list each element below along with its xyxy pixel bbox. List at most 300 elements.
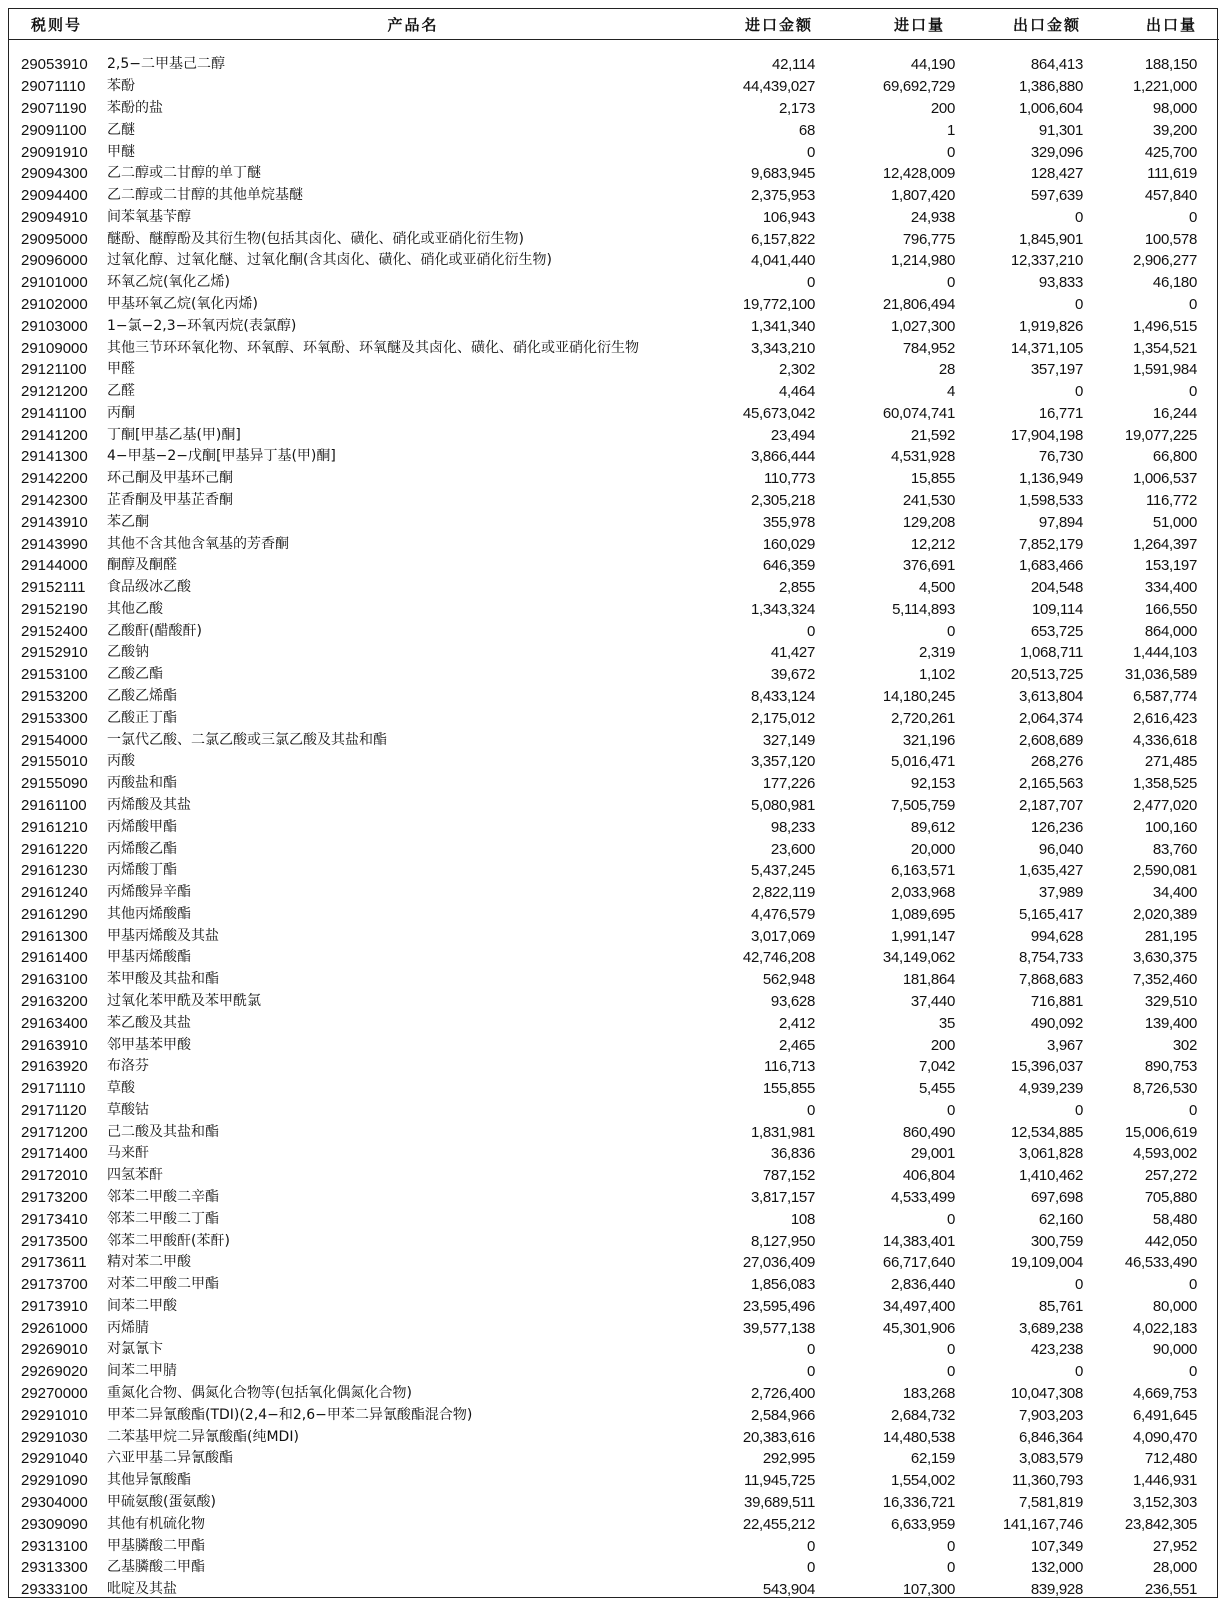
export-quantity-cell: 1,006,537: [1132, 470, 1197, 488]
tariff-code-cell: 29101000: [21, 274, 88, 292]
import-value-cell: 23,494: [770, 426, 815, 444]
export-quantity-cell: 16,244: [1152, 404, 1197, 422]
table-row: [9, 1165, 1219, 1187]
product-name-cell: 草酸: [107, 1080, 135, 1097]
export-value-cell: 329,096: [1030, 143, 1083, 161]
product-name-cell: 己二酸及其盐和酯: [107, 1123, 219, 1140]
product-name-cell: 2,5−二甲基己二醇: [107, 56, 225, 73]
import-quantity-cell: 406,804: [902, 1167, 955, 1185]
tariff-code-cell: 29291040: [21, 1450, 88, 1468]
table-row: [9, 272, 1219, 294]
export-quantity-cell: 8,726,530: [1132, 1080, 1197, 1098]
import-quantity-cell: 1: [946, 121, 955, 139]
import-quantity-cell: 129,208: [902, 513, 955, 531]
header-export-quantity: 出口量: [1103, 9, 1219, 40]
tariff-code-cell: 29163400: [21, 1014, 88, 1032]
export-value-cell: 1,683,466: [1018, 557, 1083, 575]
export-quantity-cell: 1,591,984: [1132, 361, 1197, 379]
tariff-code-cell: 29071110: [21, 78, 86, 96]
export-value-cell: 20,513,725: [1010, 666, 1083, 684]
table-row: [9, 1383, 1219, 1405]
import-value-cell: 646,359: [762, 557, 815, 575]
export-quantity-cell: 46,533,490: [1124, 1254, 1197, 1272]
tariff-code-cell: 29161210: [21, 818, 88, 836]
export-quantity-cell: 100,160: [1144, 818, 1197, 836]
import-value-cell: 787,152: [762, 1167, 815, 1185]
tariff-code-cell: 29309090: [21, 1515, 88, 1533]
tariff-code-cell: 29261000: [21, 1319, 88, 1337]
table-row: [9, 577, 1219, 599]
table-row: [9, 729, 1219, 751]
tariff-code-cell: 29152910: [21, 644, 88, 662]
tariff-code-cell: 29142300: [21, 492, 88, 510]
import-quantity-cell: 5,016,471: [890, 753, 955, 771]
table-row: [9, 1056, 1219, 1078]
import-value-cell: 8,127,950: [750, 1232, 815, 1250]
export-value-cell: 0: [1074, 208, 1083, 226]
export-quantity-cell: 271,485: [1144, 753, 1197, 771]
export-quantity-cell: 1,221,000: [1132, 78, 1197, 96]
import-value-cell: 39,577,138: [742, 1319, 815, 1337]
product-name-cell: 乙酸乙酯: [107, 666, 163, 683]
export-value-cell: 0: [1074, 1363, 1083, 1381]
table-row: [9, 1252, 1219, 1274]
import-value-cell: 2,726,400: [750, 1385, 815, 1403]
export-quantity-cell: 100,578: [1144, 230, 1197, 248]
export-value-cell: 3,967: [1046, 1036, 1083, 1054]
tariff-code-cell: 29161100: [21, 796, 87, 814]
tariff-code-cell: 29269010: [21, 1341, 88, 1359]
tariff-code-cell: 29141100: [21, 404, 87, 422]
product-name-cell: 间苯二甲酸: [107, 1297, 177, 1314]
export-value-cell: 19,109,004: [1010, 1254, 1083, 1272]
table-row: [9, 642, 1219, 664]
import-quantity-cell: 44,190: [910, 56, 955, 74]
export-value-cell: 17,904,198: [1010, 426, 1083, 444]
product-name-cell: 甲基环氧乙烷(氧化丙烯): [107, 295, 258, 312]
table-row: [9, 381, 1219, 403]
import-value-cell: 108: [790, 1210, 815, 1228]
export-value-cell: 357,197: [1030, 361, 1083, 379]
import-value-cell: 1,341,340: [750, 317, 815, 335]
export-quantity-cell: 257,272: [1144, 1167, 1197, 1185]
header-import-value: 进口金额: [719, 9, 835, 40]
export-value-cell: 97,894: [1038, 513, 1083, 531]
export-quantity-cell: 6,587,774: [1132, 688, 1197, 706]
product-name-cell: 丁酮[甲基乙基(甲)酮]: [107, 426, 241, 443]
header-product-name: 产品名: [107, 9, 719, 40]
import-value-cell: 19,772,100: [742, 295, 815, 313]
export-value-cell: 7,868,683: [1018, 971, 1083, 989]
export-value-cell: 109,114: [1031, 600, 1083, 618]
export-quantity-cell: 0: [1188, 1276, 1197, 1294]
export-value-cell: 0: [1074, 1101, 1083, 1119]
export-quantity-cell: 1,496,515: [1132, 317, 1197, 335]
tariff-code-cell: 29161240: [21, 884, 88, 902]
tariff-code-cell: 29173700: [21, 1276, 88, 1294]
tariff-code-cell: 29096000: [21, 252, 88, 270]
import-quantity-cell: 0: [946, 274, 955, 292]
import-quantity-cell: 183,268: [902, 1385, 955, 1403]
import-value-cell: 27,036,409: [742, 1254, 815, 1272]
table-row: [9, 185, 1219, 207]
export-value-cell: 3,061,828: [1018, 1145, 1083, 1163]
export-quantity-cell: 334,400: [1144, 579, 1197, 597]
export-value-cell: 204,548: [1030, 579, 1083, 597]
import-value-cell: 2,822,119: [752, 884, 815, 902]
import-quantity-cell: 376,691: [902, 557, 955, 575]
product-name-cell: 其他三节环环氧化物、环氧醇、环氧酚、环氧醚及其卤化、磺化、硝化或亚硝化衍生物: [107, 339, 639, 356]
export-quantity-cell: 1,446,931: [1132, 1472, 1197, 1490]
export-quantity-cell: 0: [1188, 1101, 1197, 1119]
table-row: [9, 620, 1219, 642]
tariff-code-cell: 29173500: [21, 1232, 88, 1250]
table-row: [9, 1143, 1219, 1165]
export-quantity-cell: 34,400: [1152, 884, 1197, 902]
export-quantity-cell: 0: [1188, 383, 1197, 401]
tariff-code-cell: 29091100: [21, 121, 87, 139]
export-quantity-cell: 2,590,081: [1132, 862, 1197, 880]
export-quantity-cell: 51,000: [1152, 513, 1197, 531]
export-quantity-cell: 442,050: [1144, 1232, 1197, 1250]
product-name-cell: 甲基丙烯酸及其盐: [107, 927, 219, 944]
product-name-cell: 邻甲基苯甲酸: [107, 1036, 191, 1053]
tariff-code-cell: 29172010: [21, 1167, 88, 1185]
tariff-code-cell: 29154000: [21, 731, 88, 749]
import-value-cell: 98,233: [770, 818, 815, 836]
import-quantity-cell: 37,440: [910, 992, 955, 1010]
tariff-code-cell: 29141200: [21, 426, 88, 444]
table-row: [9, 1121, 1219, 1143]
product-name-cell: 环氧乙烷(氧化乙烯): [107, 274, 230, 291]
export-value-cell: 7,581,819: [1018, 1493, 1083, 1511]
table-row: [9, 511, 1219, 533]
tariff-code-cell: 29143990: [21, 535, 88, 553]
table-row: [9, 337, 1219, 359]
import-quantity-cell: 45,301,906: [882, 1319, 955, 1337]
export-quantity-cell: 23,842,305: [1124, 1515, 1197, 1533]
export-quantity-cell: 0: [1188, 295, 1197, 313]
import-value-cell: 327,149: [762, 731, 815, 749]
tariff-code-cell: 29152111: [21, 579, 86, 597]
import-quantity-cell: 6,163,571: [890, 862, 955, 880]
tariff-code-cell: 29173200: [21, 1189, 88, 1207]
import-quantity-cell: 24,938: [910, 208, 955, 226]
tariff-code-cell: 29291030: [21, 1428, 88, 1446]
export-value-cell: 4,939,239: [1018, 1080, 1083, 1098]
import-value-cell: 5,080,981: [750, 796, 815, 814]
export-value-cell: 1,598,533: [1018, 492, 1083, 510]
table-header: [9, 9, 1219, 40]
table-row: [9, 1470, 1219, 1492]
product-name-cell: 丙酮: [107, 404, 135, 421]
export-quantity-cell: 4,090,470: [1132, 1428, 1197, 1446]
product-name-cell: 邻苯二甲酸酐(苯酐): [107, 1232, 230, 1249]
export-value-cell: 0: [1074, 295, 1083, 313]
tariff-code-cell: 29171120: [21, 1101, 87, 1119]
export-value-cell: 653,725: [1030, 622, 1083, 640]
export-quantity-cell: 0: [1188, 208, 1197, 226]
export-value-cell: 2,064,374: [1018, 709, 1083, 727]
export-quantity-cell: 4,593,002: [1132, 1145, 1197, 1163]
table-row: [9, 969, 1219, 991]
product-name-cell: 乙基膦酸二甲酯: [107, 1559, 205, 1576]
tariff-code-cell: 29109000: [21, 339, 88, 357]
export-quantity-cell: 139,400: [1144, 1014, 1197, 1032]
header-export-value: 出口金额: [975, 9, 1103, 40]
export-quantity-cell: 2,477,020: [1132, 796, 1197, 814]
import-quantity-cell: 321,196: [902, 731, 955, 749]
tariff-code-cell: 29161220: [21, 840, 88, 858]
product-name-cell: 甲基丙烯酸酯: [107, 949, 191, 966]
import-quantity-cell: 92,153: [910, 775, 955, 793]
tariff-code-cell: 29171110: [21, 1080, 86, 1098]
tariff-code-cell: 29161400: [21, 949, 88, 967]
table-row: [9, 54, 1219, 76]
tariff-code-cell: 29291090: [21, 1472, 88, 1490]
import-value-cell: 2,305,218: [750, 492, 815, 510]
import-value-cell: 4,041,440: [750, 252, 815, 270]
tariff-code-cell: 29121200: [21, 383, 88, 401]
table-row: [9, 1208, 1219, 1230]
export-value-cell: 7,852,179: [1018, 535, 1083, 553]
product-name-cell: 乙二醇或二甘醇的其他单烷基醚: [107, 187, 303, 204]
import-value-cell: 2,465: [778, 1036, 815, 1054]
import-quantity-cell: 7,505,759: [890, 796, 955, 814]
import-quantity-cell: 66,717,640: [882, 1254, 955, 1272]
export-quantity-cell: 1,264,397: [1132, 535, 1197, 553]
import-quantity-cell: 21,806,494: [882, 295, 955, 313]
import-value-cell: 160,029: [762, 535, 815, 553]
import-value-cell: 0: [806, 274, 815, 292]
import-quantity-cell: 2,033,968: [890, 884, 955, 902]
export-value-cell: 5,165,417: [1018, 905, 1083, 923]
tariff-code-cell: 29102000: [21, 295, 88, 313]
product-name-cell: 过氧化苯甲酰及苯甲酰氯: [107, 992, 261, 1009]
import-quantity-cell: 2,319: [918, 644, 955, 662]
table-row: [9, 76, 1219, 98]
table-row: [9, 1513, 1219, 1535]
product-name-cell: 苯甲酸及其盐和酯: [107, 971, 219, 988]
import-quantity-cell: 34,149,062: [882, 949, 955, 967]
product-name-cell: 布洛芬: [107, 1058, 149, 1075]
export-quantity-cell: 425,700: [1144, 143, 1197, 161]
product-name-cell: 邻苯二甲酸二辛酯: [107, 1189, 219, 1206]
table-row: [9, 1361, 1219, 1383]
import-quantity-cell: 60,074,741: [882, 404, 955, 422]
export-value-cell: 1,006,604: [1018, 99, 1083, 117]
product-name-cell: 苯酚: [107, 78, 135, 95]
tariff-code-cell: 29141300: [21, 448, 88, 466]
import-quantity-cell: 0: [946, 1363, 955, 1381]
export-value-cell: 8,754,733: [1018, 949, 1083, 967]
tariff-code-cell: 29161230: [21, 862, 88, 880]
product-name-cell: 甲苯二异氰酸酯(TDI)(2,4−和2,6−甲苯二异氰酸酯混合物): [107, 1406, 473, 1423]
export-value-cell: 1,068,711: [1020, 644, 1083, 662]
table-row: [9, 250, 1219, 272]
export-quantity-cell: 3,152,303: [1132, 1493, 1197, 1511]
tariff-code-cell: 29153200: [21, 688, 88, 706]
product-name-cell: 其他有机硫化物: [107, 1515, 205, 1532]
import-value-cell: 292,995: [762, 1450, 815, 1468]
export-quantity-cell: 27,952: [1152, 1537, 1197, 1555]
table-row: [9, 1404, 1219, 1426]
export-quantity-cell: 83,760: [1152, 840, 1197, 858]
product-name-cell: 二苯基甲烷二异氰酸酯(纯MDI): [107, 1428, 299, 1445]
import-value-cell: 3,817,157: [750, 1189, 815, 1207]
export-quantity-cell: 90,000: [1152, 1341, 1197, 1359]
table-row: [9, 773, 1219, 795]
export-value-cell: 1,410,462: [1018, 1167, 1083, 1185]
table-row: [9, 1535, 1219, 1557]
tariff-code-cell: 29155010: [21, 753, 88, 771]
import-value-cell: 0: [806, 1101, 815, 1119]
product-name-cell: 芷香酮及甲基芷香酮: [107, 492, 233, 509]
export-quantity-cell: 15,006,619: [1124, 1123, 1197, 1141]
export-quantity-cell: 2,020,389: [1132, 905, 1197, 923]
export-value-cell: 1,386,880: [1018, 78, 1083, 96]
product-name-cell: 乙酸钠: [107, 644, 149, 661]
import-quantity-cell: 89,612: [910, 818, 955, 836]
table-row: [9, 1492, 1219, 1514]
import-quantity-cell: 0: [946, 143, 955, 161]
product-name-cell: 草酸钴: [107, 1101, 149, 1118]
table-row: [9, 98, 1219, 120]
import-quantity-cell: 0: [946, 1341, 955, 1359]
trade-table-sheet: [8, 8, 1218, 1598]
table-row: [9, 947, 1219, 969]
tariff-code-cell: 29163200: [21, 992, 88, 1010]
export-value-cell: 14,371,105: [1010, 339, 1083, 357]
table-row: [9, 1230, 1219, 1252]
header-import-quantity: 进口量: [835, 9, 975, 40]
table-row: [9, 533, 1219, 555]
table-row: [9, 1187, 1219, 1209]
export-value-cell: 1,136,949: [1018, 470, 1083, 488]
product-name-cell: 丙酸盐和酯: [107, 775, 177, 792]
product-name-cell: 苯乙酮: [107, 513, 149, 530]
product-name-cell: 六亚甲基二异氰酸酯: [107, 1450, 233, 1467]
product-name-cell: 丙烯酸丁酯: [107, 862, 177, 879]
import-value-cell: 0: [806, 143, 815, 161]
export-quantity-cell: 1,354,521: [1132, 339, 1197, 357]
product-name-cell: 苯酚的盐: [107, 99, 163, 116]
tariff-code-cell: 29171400: [21, 1145, 88, 1163]
product-name-cell: 其他不含其他含氧基的芳香酮: [107, 535, 289, 552]
import-quantity-cell: 107,300: [902, 1581, 955, 1599]
import-value-cell: 3,017,069: [750, 927, 815, 945]
export-value-cell: 16,771: [1038, 404, 1083, 422]
export-quantity-cell: 1,358,525: [1132, 775, 1197, 793]
import-value-cell: 23,600: [770, 840, 815, 858]
import-value-cell: 177,226: [762, 775, 815, 793]
export-quantity-cell: 66,800: [1152, 448, 1197, 466]
table-row: [9, 707, 1219, 729]
product-name-cell: 1−氯−2,3−环氧丙烷(表氯醇): [107, 317, 297, 334]
tariff-code-cell: 29270000: [21, 1385, 88, 1403]
export-quantity-cell: 6,491,645: [1132, 1406, 1197, 1424]
import-quantity-cell: 7,042: [918, 1058, 955, 1076]
table-row: [9, 1296, 1219, 1318]
export-value-cell: 1,635,427: [1018, 862, 1083, 880]
tariff-code-cell: 29173910: [21, 1297, 88, 1315]
export-quantity-cell: 19,077,225: [1124, 426, 1197, 444]
export-value-cell: 2,187,707: [1018, 796, 1083, 814]
export-value-cell: 3,083,579: [1018, 1450, 1083, 1468]
product-name-cell: 过氧化醇、过氧化醚、过氧化酮(含其卤化、磺化、硝化或亚硝化衍生物): [107, 252, 552, 269]
export-quantity-cell: 116,772: [1145, 492, 1197, 510]
tariff-code-cell: 29291010: [21, 1406, 88, 1424]
export-value-cell: 85,761: [1038, 1297, 1083, 1315]
product-name-cell: 间苯氧基苄醇: [107, 208, 191, 225]
import-quantity-cell: 14,383,401: [882, 1232, 955, 1250]
export-quantity-cell: 281,195: [1144, 927, 1197, 945]
import-value-cell: 562,948: [762, 971, 815, 989]
export-value-cell: 1,919,826: [1018, 317, 1083, 335]
tariff-code-cell: 29161300: [21, 927, 88, 945]
table-row: [9, 1078, 1219, 1100]
table-row: [9, 860, 1219, 882]
import-quantity-cell: 2,684,732: [890, 1406, 955, 1424]
product-name-cell: 丙酸: [107, 753, 135, 770]
tariff-code-cell: 29173410: [21, 1210, 88, 1228]
product-name-cell: 乙酸乙烯酯: [107, 688, 177, 705]
import-value-cell: 106,943: [762, 208, 815, 226]
import-value-cell: 39,689,511: [744, 1493, 815, 1511]
table-row: [9, 903, 1219, 925]
import-value-cell: 2,584,966: [750, 1406, 815, 1424]
product-name-cell: 乙酸酐(醋酸酐): [107, 622, 202, 639]
export-value-cell: 2,608,689: [1018, 731, 1083, 749]
table-row: [9, 228, 1219, 250]
export-quantity-cell: 302: [1172, 1036, 1197, 1054]
trade-table: [9, 9, 1219, 1600]
table-row: [9, 882, 1219, 904]
import-value-cell: 11,945,725: [744, 1472, 815, 1490]
table-row: [9, 1426, 1219, 1448]
table-body: [9, 40, 1219, 1601]
import-value-cell: 9,683,945: [750, 165, 815, 183]
product-name-cell: 丙烯腈: [107, 1319, 149, 1336]
tariff-code-cell: 29103000: [21, 317, 88, 335]
import-value-cell: 2,855: [778, 579, 815, 597]
export-value-cell: 91,301: [1038, 121, 1083, 139]
export-value-cell: 12,534,885: [1010, 1123, 1083, 1141]
export-value-cell: 10,047,308: [1010, 1385, 1083, 1403]
tariff-code-cell: 29163910: [21, 1036, 88, 1054]
tariff-code-cell: 29094910: [21, 208, 88, 226]
import-quantity-cell: 5,114,893: [892, 600, 955, 618]
tariff-code-cell: 29173611: [21, 1254, 87, 1272]
tariff-code-cell: 29313100: [21, 1537, 88, 1555]
product-name-cell: 苯乙酸及其盐: [107, 1014, 191, 1031]
tariff-code-cell: 29304000: [21, 1493, 88, 1511]
import-quantity-cell: 4,531,928: [890, 448, 955, 466]
table-row: [9, 795, 1219, 817]
export-value-cell: 107,349: [1030, 1537, 1083, 1555]
table-row: [9, 1034, 1219, 1056]
import-value-cell: 3,866,444: [750, 448, 815, 466]
import-value-cell: 355,978: [762, 513, 815, 531]
tariff-code-cell: 29095000: [21, 230, 88, 248]
tariff-code-cell: 29053910: [21, 56, 88, 74]
table-row: [9, 1100, 1219, 1122]
table-row: [9, 206, 1219, 228]
import-quantity-cell: 796,775: [902, 230, 955, 248]
table-row: [9, 446, 1219, 468]
import-quantity-cell: 34,497,400: [882, 1297, 955, 1315]
import-value-cell: 3,343,210: [750, 339, 815, 357]
